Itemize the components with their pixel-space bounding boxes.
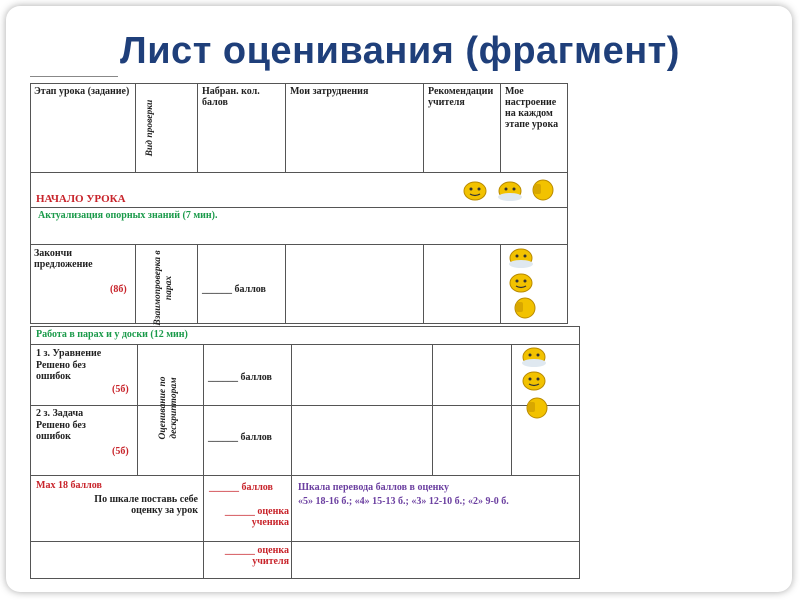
score-equation: ______ баллов — [208, 372, 272, 383]
table-line — [197, 83, 198, 172]
header-difficulties: Мои затруднения — [290, 86, 369, 97]
grade-teacher: ______ оценка учителя — [224, 545, 289, 567]
table-line — [579, 326, 580, 578]
section-actualization: Актуализация опорных знаний (7 мин). — [38, 210, 218, 221]
header-recommendations: Рекомендации учителя — [428, 86, 494, 108]
task-problem-points: (5б) — [112, 446, 129, 457]
check-mutual-pairs: Взаимопроверка в парах — [153, 250, 174, 326]
table-line — [567, 83, 568, 323]
smiley-face-icon — [507, 247, 535, 269]
table-line — [30, 244, 568, 245]
task-problem-desc: Решено без ошибок — [36, 420, 86, 442]
smiley-face-icon — [496, 180, 524, 202]
table-line — [30, 475, 580, 476]
table-line — [285, 244, 286, 323]
scan-cutoff-line — [30, 76, 118, 77]
table-line — [30, 326, 580, 327]
table-line — [30, 578, 580, 579]
table-line — [500, 83, 501, 172]
table-line — [30, 344, 580, 345]
table-line — [423, 83, 424, 172]
check-descriptors: Оценивание по дескрипторам — [158, 376, 179, 440]
smiley-face-icon — [462, 180, 488, 202]
table-line — [291, 344, 292, 578]
task-equation-desc: Решено без ошибок — [36, 360, 86, 382]
table-line — [432, 344, 433, 475]
table-line — [30, 405, 580, 406]
table-line — [511, 344, 512, 475]
score-problem: ______ баллов — [208, 432, 272, 443]
section-pairs: Работа в парах и у доски (12 мин) — [36, 329, 188, 340]
task-equation-points: (5б) — [112, 384, 129, 395]
table-line — [197, 244, 198, 323]
max-points: Max 18 баллов — [36, 480, 102, 491]
table-line — [135, 244, 136, 323]
table-line — [137, 344, 138, 475]
task-finish-sentence: Закончи предложение — [34, 248, 93, 270]
section-lesson-start: НАЧАЛО УРОКА — [36, 193, 126, 205]
table-line — [203, 344, 204, 578]
task-problem-title: 2 з. Задача — [36, 408, 84, 419]
thumbs-up-icon — [524, 396, 550, 420]
table-line — [30, 541, 580, 542]
table-line — [30, 83, 568, 84]
smiley-face-icon — [508, 272, 534, 294]
header-points: Набран. кол. балов — [202, 86, 260, 108]
table-line — [135, 83, 136, 172]
header-stage: Этап урока (задание) — [34, 86, 130, 97]
table-line — [30, 172, 568, 173]
grade-student: ______ оценка ученика — [224, 506, 289, 528]
task-equation-title: 1 з. Уравнение — [36, 348, 102, 359]
task-finish-points: (8б) — [110, 284, 127, 295]
thumbs-up-icon — [530, 178, 556, 202]
table-line — [30, 326, 31, 578]
table-line — [423, 244, 424, 323]
score-total: ______ баллов — [209, 482, 273, 493]
score-finish: ______ баллов — [202, 284, 266, 295]
table-line — [30, 207, 568, 208]
grade-instruction: По шкале поставь себе оценку за урок — [94, 494, 198, 516]
table-line — [500, 244, 501, 323]
table-line — [30, 83, 31, 323]
grade-scale-title: Шкала перевода баллов в оценку — [298, 482, 450, 493]
table-line — [30, 323, 568, 324]
header-mood: Мое настроение на каждом этапе урока — [505, 86, 559, 130]
table-line — [285, 83, 286, 172]
thumbs-up-icon — [512, 296, 538, 320]
smiley-face-icon — [520, 346, 548, 368]
slide-title: Лист оценивания (фрагмент) — [120, 30, 680, 72]
header-check-type: Вид проверки — [145, 99, 155, 157]
grade-scale-values: «5» 18-16 б.; «4» 15-13 б.; «3» 12-10 б.; «2» 9-0 б. — [298, 496, 509, 507]
smiley-face-icon — [521, 370, 547, 392]
